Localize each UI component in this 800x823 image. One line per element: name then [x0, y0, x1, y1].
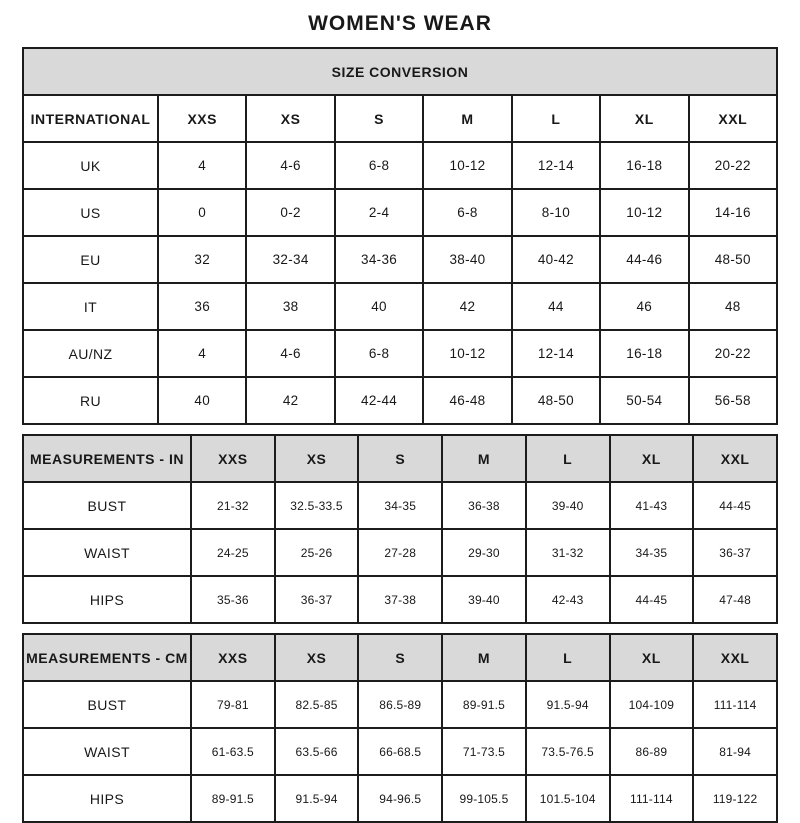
value-cell-uk-xs: 4-6: [246, 142, 334, 189]
value-cell-us-s: 2-4: [335, 189, 423, 236]
measurements-in-size-xxs: XXS: [191, 435, 275, 482]
value-cell-hips-m: 99-105.5: [442, 775, 526, 822]
row-label: BUST: [23, 681, 191, 728]
value-cell-hips-xl: 111-114: [610, 775, 694, 822]
value-cell-au-nz-m: 10-12: [423, 330, 511, 377]
measurements-cm-size-m: M: [442, 634, 526, 681]
row-label: IT: [23, 283, 158, 330]
size-conversion-body: [23, 142, 777, 424]
value-cell-bust-xxs: 21-32: [191, 482, 275, 529]
size-conversion-header-row: [23, 95, 777, 142]
size-conversion-size-xs: XS: [246, 95, 334, 142]
size-conversion-size-xxs: XXS: [158, 95, 246, 142]
size-conversion-banner-row: [23, 48, 777, 95]
measurements-in-size-m: M: [442, 435, 526, 482]
value-cell-hips-xs: 91.5-94: [275, 775, 359, 822]
value-cell-ru-m: 46-48: [423, 377, 511, 424]
measurements-in-row-waist: [23, 529, 777, 576]
value-cell-it-s: 40: [335, 283, 423, 330]
measurements-in-table: [22, 434, 778, 624]
value-cell-bust-l: 91.5-94: [526, 681, 610, 728]
page-title: WOMEN'S WEAR: [308, 12, 492, 35]
value-cell-hips-xxl: 119-122: [693, 775, 777, 822]
measurements-cm-size-xl: XL: [610, 634, 694, 681]
value-cell-waist-xl: 34-35: [610, 529, 694, 576]
size-conversion-table: [22, 47, 778, 425]
value-cell-it-xxl: 48: [689, 283, 777, 330]
value-cell-au-nz-xs: 4-6: [246, 330, 334, 377]
value-cell-us-xxs: 0: [158, 189, 246, 236]
row-label: RU: [23, 377, 158, 424]
value-cell-it-l: 44: [512, 283, 600, 330]
value-cell-hips-l: 101.5-104: [526, 775, 610, 822]
value-cell-ru-xs: 42: [246, 377, 334, 424]
value-cell-hips-xxs: 35-36: [191, 576, 275, 623]
value-cell-bust-xl: 104-109: [610, 681, 694, 728]
value-cell-hips-xs: 36-37: [275, 576, 359, 623]
value-cell-eu-xxs: 32: [158, 236, 246, 283]
value-cell-hips-s: 94-96.5: [358, 775, 442, 822]
value-cell-au-nz-l: 12-14: [512, 330, 600, 377]
row-label: BUST: [23, 482, 191, 529]
size-conversion-row-au-nz: [23, 330, 777, 377]
value-cell-bust-s: 86.5-89: [358, 681, 442, 728]
value-cell-eu-xxl: 48-50: [689, 236, 777, 283]
value-cell-uk-xxl: 20-22: [689, 142, 777, 189]
value-cell-uk-xxs: 4: [158, 142, 246, 189]
size-conversion-row-ru: [23, 377, 777, 424]
row-label: HIPS: [23, 576, 191, 623]
row-label: UK: [23, 142, 158, 189]
measurements-cm-header-label: MEASUREMENTS - CM: [23, 634, 191, 681]
value-cell-waist-l: 73.5-76.5: [526, 728, 610, 775]
value-cell-it-m: 42: [423, 283, 511, 330]
row-label: HIPS: [23, 775, 191, 822]
size-conversion-row-us: [23, 189, 777, 236]
value-cell-eu-xl: 44-46: [600, 236, 688, 283]
row-label: US: [23, 189, 158, 236]
value-cell-waist-xs: 25-26: [275, 529, 359, 576]
value-cell-bust-xs: 82.5-85: [275, 681, 359, 728]
measurements-in-size-s: S: [358, 435, 442, 482]
value-cell-waist-s: 66-68.5: [358, 728, 442, 775]
size-conversion-size-xl: XL: [600, 95, 688, 142]
measurements-cm-size-l: L: [526, 634, 610, 681]
measurements-in-size-xxl: XXL: [693, 435, 777, 482]
value-cell-waist-xs: 63.5-66: [275, 728, 359, 775]
value-cell-waist-m: 71-73.5: [442, 728, 526, 775]
value-cell-it-xs: 38: [246, 283, 334, 330]
value-cell-waist-xxs: 24-25: [191, 529, 275, 576]
value-cell-uk-s: 6-8: [335, 142, 423, 189]
value-cell-au-nz-xl: 16-18: [600, 330, 688, 377]
value-cell-waist-xl: 86-89: [610, 728, 694, 775]
measurements-in-size-xs: XS: [275, 435, 359, 482]
size-conversion-banner: SIZE CONVERSION: [23, 48, 777, 95]
measurements-in-row-hips: [23, 576, 777, 623]
value-cell-waist-s: 27-28: [358, 529, 442, 576]
measurements-in-row-bust: [23, 482, 777, 529]
measurements-in-header-row: [23, 435, 777, 482]
size-conversion-size-s: S: [335, 95, 423, 142]
measurements-cm-size-xxl: XXL: [693, 634, 777, 681]
value-cell-hips-l: 42-43: [526, 576, 610, 623]
value-cell-hips-xl: 44-45: [610, 576, 694, 623]
value-cell-bust-xxl: 111-114: [693, 681, 777, 728]
measurements-cm-size-s: S: [358, 634, 442, 681]
value-cell-eu-l: 40-42: [512, 236, 600, 283]
value-cell-us-xs: 0-2: [246, 189, 334, 236]
size-chart-page: [22, 0, 778, 823]
measurements-cm-row-waist: [23, 728, 777, 775]
value-cell-ru-s: 42-44: [335, 377, 423, 424]
size-conversion-header-label: INTERNATIONAL: [23, 95, 158, 142]
value-cell-bust-xs: 32.5-33.5: [275, 482, 359, 529]
value-cell-us-xl: 10-12: [600, 189, 688, 236]
value-cell-bust-xl: 41-43: [610, 482, 694, 529]
value-cell-eu-xs: 32-34: [246, 236, 334, 283]
value-cell-us-m: 6-8: [423, 189, 511, 236]
size-conversion-row-uk: [23, 142, 777, 189]
value-cell-ru-l: 48-50: [512, 377, 600, 424]
measurements-cm-header-row: [23, 634, 777, 681]
row-label: WAIST: [23, 728, 191, 775]
value-cell-hips-s: 37-38: [358, 576, 442, 623]
value-cell-eu-m: 38-40: [423, 236, 511, 283]
value-cell-waist-xxl: 81-94: [693, 728, 777, 775]
value-cell-us-xxl: 14-16: [689, 189, 777, 236]
value-cell-bust-m: 36-38: [442, 482, 526, 529]
value-cell-hips-m: 39-40: [442, 576, 526, 623]
size-conversion-size-xxl: XXL: [689, 95, 777, 142]
value-cell-waist-xxl: 36-37: [693, 529, 777, 576]
value-cell-uk-l: 12-14: [512, 142, 600, 189]
value-cell-ru-xxl: 56-58: [689, 377, 777, 424]
value-cell-waist-xxs: 61-63.5: [191, 728, 275, 775]
value-cell-us-l: 8-10: [512, 189, 600, 236]
value-cell-hips-xxl: 47-48: [693, 576, 777, 623]
value-cell-au-nz-xxs: 4: [158, 330, 246, 377]
value-cell-ru-xl: 50-54: [600, 377, 688, 424]
value-cell-it-xxs: 36: [158, 283, 246, 330]
measurements-cm-size-xxs: XXS: [191, 634, 275, 681]
value-cell-hips-xxs: 89-91.5: [191, 775, 275, 822]
value-cell-ru-xxs: 40: [158, 377, 246, 424]
measurements-cm-table: [22, 633, 778, 823]
value-cell-bust-xxl: 44-45: [693, 482, 777, 529]
row-label: WAIST: [23, 529, 191, 576]
size-conversion-row-it: [23, 283, 777, 330]
value-cell-uk-m: 10-12: [423, 142, 511, 189]
value-cell-bust-xxs: 79-81: [191, 681, 275, 728]
value-cell-au-nz-s: 6-8: [335, 330, 423, 377]
row-label: AU/NZ: [23, 330, 158, 377]
value-cell-uk-xl: 16-18: [600, 142, 688, 189]
measurements-in-size-l: L: [526, 435, 610, 482]
measurements-in-body: [23, 482, 777, 623]
measurements-cm-row-bust: [23, 681, 777, 728]
size-conversion-size-m: M: [423, 95, 511, 142]
value-cell-it-xl: 46: [600, 283, 688, 330]
measurements-cm-row-hips: [23, 775, 777, 822]
value-cell-waist-l: 31-32: [526, 529, 610, 576]
measurements-cm-body: [23, 681, 777, 822]
value-cell-bust-s: 34-35: [358, 482, 442, 529]
value-cell-bust-m: 89-91.5: [442, 681, 526, 728]
value-cell-eu-s: 34-36: [335, 236, 423, 283]
measurements-in-header-label: MEASUREMENTS - IN: [23, 435, 191, 482]
value-cell-au-nz-xxl: 20-22: [689, 330, 777, 377]
row-label: EU: [23, 236, 158, 283]
value-cell-bust-l: 39-40: [526, 482, 610, 529]
value-cell-waist-m: 29-30: [442, 529, 526, 576]
size-conversion-row-eu: [23, 236, 777, 283]
measurements-cm-size-xs: XS: [275, 634, 359, 681]
measurements-in-size-xl: XL: [610, 435, 694, 482]
size-conversion-size-l: L: [512, 95, 600, 142]
